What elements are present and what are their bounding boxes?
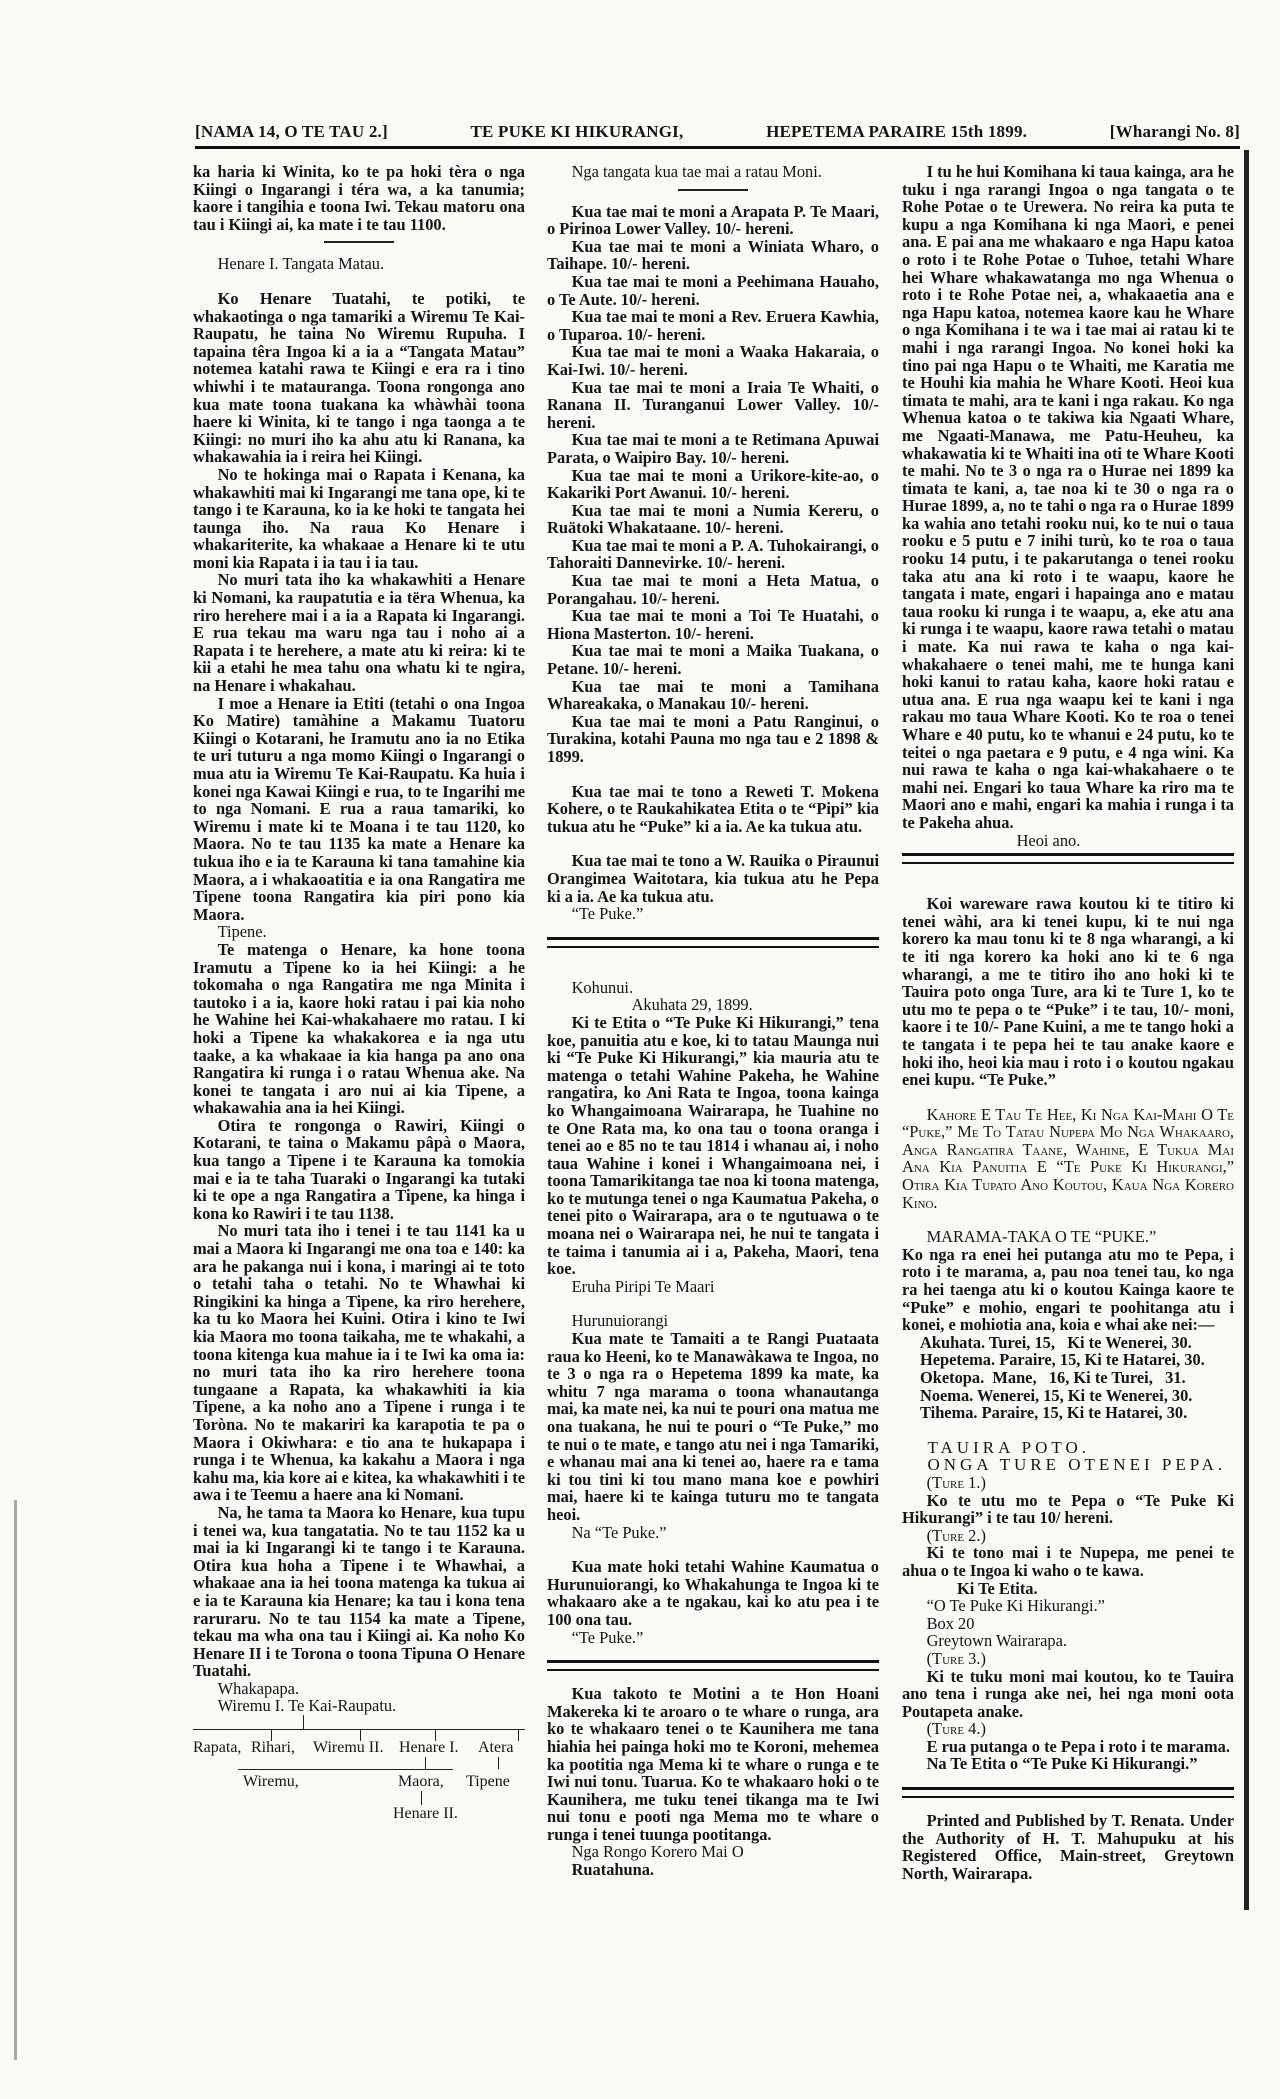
genealogy-root: Wiremu I. Te Kai-Raupatu. [217, 1696, 397, 1716]
letter-place: Kohunui. [571, 977, 634, 997]
paragraph: Ki te Etita o “Te Puke Ki Hikurangi,” tena koe, panuitia atu e koe, ki to tatau Maunga nui ki “Te Puke Ki Hikurangi,” kia mauria atu te matenga o tetahi Wahine Pakeha, he Wahine rangatira, ko Ani Rata te Ingoa, toona kainga ko Whangaimoana Wairarapa, he Tuahine no te One Rata ma, ko ona tau o toona oranga i tenei ao e 85 no te tau 1814 i whanau ai, i noho taua Wahine i konei i Whangaimoana nei, i toona Tamarikitanga tae noa ki toona matenga, ko te mutunga tenei o nga Kaumatua Pakeha, o tenei pito o Wairarapa, ara o te ngutuawa o te moana nei o Wairarapa nei, he nui te tangata i te taima i tanumia ai i a, Pakeha, Maori, tena koe. [547, 1012, 879, 1279]
calendar-row: Akuhata. Turei, 15, Ki te Wenerei, 30. [920, 1332, 1192, 1352]
genealogy-title: Whakapapa. [217, 1678, 300, 1698]
payment-entry: Kua tae mai te moni a te Retimana Apuwai Parata, o Waipiro Bay. 10/- hereni. [547, 430, 879, 467]
signature: Heoi ano. [1016, 830, 1081, 850]
payment-entry: Kua tae mai te moni a Tamihana Whareakaka, o Manakau 10/- hereni. [547, 676, 879, 714]
paragraph: Koi wareware rawa koutou ki te titiro ki tenei wàhi, ara ki tenei kupu, ki te nui nga korero ka mau tonu ki te 8 nga wharangi, a ki te iti nga korero ka hoki ano ki te 6 nga wharangi, a me te titiro iho ano hoki ki te Tauira poto onga Ture, ara ki te Ture 1, ko te utu mo te pepa o te “Puke” i te tau, 10/- moni, kaore i te 10/- Pane Kuini, a me te tango hoki a te tangata i te pepa hei te tau anake kaore e hoki iho, heoi kia mau i roto i o koutou ngakau enei kupu. “Te Puke.” [902, 894, 1234, 1090]
page-number: [Wharangi No. 8] [1109, 122, 1240, 141]
signature: Eruha Piripi Te Maari [571, 1276, 715, 1296]
paragraph: Te matenga o Henare, ka hone toona Iramutu a Tipene ko ia hei Kiingi: a he tokomaha o nga Rangatira me nga Minita i tautoko i a ia, kaore hoki ratau i pai kia noho he Wahine hei Kai-whakahaere mo ratau. I ki hoki a Tipene ka whakakorea e ia nga utu taake, a ka whakaae ia kia hanga pa ano ona Rangatira ki runga i o ratau Whenua ake. Na konei te tangata i aro nui ai kia Tipene, a whakawahia ana ia hei Kiingi. [193, 939, 525, 1118]
section-heading: Hurunuiorangi [571, 1311, 669, 1331]
signature: Nga Rongo Korero Mai O [571, 1842, 744, 1862]
imprint: Printed and Published by T. Renata. Under the Authority of H. T. Mahupuku at his Registered Office, Main-street, Greytown North, Wairarapa. [902, 1811, 1234, 1883]
payment-entry: Kua tae mai te moni a Arapata P. Te Maari, o Pirinoa Lower Valley. 10/- hereni. [547, 201, 879, 239]
calendar-list [902, 1334, 1234, 1422]
address-line: “O Te Puke Ki Hikurangi.” [926, 1596, 1105, 1616]
genealogy-child: Rihari, [251, 1739, 295, 1757]
payment-entry: Kua tae mai te moni a Heta Matua, o Porangahau. 10/- hereni. [547, 571, 879, 608]
paragraph: Kua takoto te Motini a te Hon Hoani Makereka ki te aroaro o te whare o runga, ara ko te whakaaro tenei o te Kaunihera me tana hiahia hei painga hoki mo te Koroni, mehemea ka pootitia nga Mema ki te whare o runga e te Iwi nui tonu. Tuarua. Ko te whakaaro hoki o te Kaunihera, me tuku tenei tikanga ma te Iwi nui tonu e pooti nga Mema mo te whare o runga i tenei tuunga pootitanga. [547, 1684, 879, 1844]
paragraph: No muri tata iho i tenei i te tau 1141 ka u mai a Maora ki Ingarangi me ona toa e 140: ka ara he pakanga nui i kona, i maringi ai te toto o tetahi taha o tetahi. No te Whawhai ki Ringikini ka hinga a Tipene, ka riro herehere, ka tu ko Maora hei Kuini. Otira i kino te Iwi kia Maora mo toona taikaha, me te whakahi, a toona kitenga kua mahue ia i te Iwi ka oma ia: no muri tata iho ka riro herehere toona tungaane a Rapata, ka whakawhiti ia kia Tipene, a ka noho ano a Tipene i runga i te Toròna. No te makariri ka karapotia te pa o Maora i Okiwhara: e tio ana te hukapapa i runga i te Whenua, ka kakahu a Maora i nga kahu ma, kia kore ai e kitea, ka whakawhiti i te awa i te Teemu a haere ana ki Nomani. [193, 1221, 525, 1505]
genealogy-grandchild: Wiremu, [243, 1773, 299, 1791]
address-line: Greytown Wairarapa. [926, 1631, 1067, 1651]
paragraph: I tu he hui Komihana ki taua kainga, ara he tuku i nga rarangi Ingoa o nga tangata o te Rohe Potae o te Urewera. No reira ka puta te kupu a nga Komihana ki nga Maori, e penei ana. E pai ana me whakaaro e nga Hapu katoa o roto i te Rohe Potae o Tuhoe, tetahi Whare hei Whare whakawatanga mo nga Whenua o roto i te Rohe Potae nei, a, whakaaetia ana e nga Hapu katoa, notemea kaore kau he Whare o nga Komihana i te wa i tae mai ai ratau ki te mahi i nga rarangi Ingoa. No konei hoki ka tino pai nga Hapu o te Whaiti, me Karatia me te Houhi kia mahia he Whare Kooti. Heoi kua timata te mahi, ara te kani i nga rakau. Ko nga Whenua katoa o te takiwa kia Ngaati Whare, me Ngaati-Manawa, me Patu-Heuheu, ka whakawatia ki te Whaiti ina oti te Whare Kooti te mahi. No te 3 o nga ra o Hurae nei 1899 ka timata te kani, a, tae noa ki te 30 o nga ra o Hurae 1899, a, no te tahi o nga ra o Hurae 1899 ka wahia ano tetahi rooku nui, ko te nui o taua rooku e 5 putu e 7 inihi turù, ko te roa o taua rooku 14 putu, i te pakarutanga o tenei rooku taka atu ana ki roto i te waapu, kaore he tangata i mate, engari i hapainga ano e matau taua rooku ki runga i te waapu, a, eke atu ana ki runga i te waapu, kaore rawa tetahi o matau i mate. Ka nui rawa te kaha o nga kai-whakahaere o tenei mahi, me te hunga kani hoki kanui to ratau kaha, kaore hoki ratau e utua ana. E rua nga waapu kei te kani i nga rakau mo taua Whare Kooti. Ko te roa o tenei Whare e 40 putu, ko te whanui e 24 putu, ko te teitei o nga paetara e 9 putu, e 4 nga wini. Ka nui rawa te kaha o nga kai-whakahaere o te mahi nei. Engari ko taua Whare ka riro ma te Maori ano e mahi, engari ka mahia i runga i ta te Pakeha ahua. [902, 162, 1234, 832]
calendar-row: Noema. Wenerei, 15, Ki te Wenerei, 30. [920, 1385, 1193, 1405]
paragraph: ka haria ki Winita, ko te pa hoki tèra o nga Kiingi o Ingarangi i téra wa, a ka tanumia; kaore i tangihia e toona Iwi. Tekau matoru ona tau i Kiingi ai, ka mate i te tau 1100. [193, 162, 525, 234]
scan-edge-left [14, 1500, 17, 2060]
divider [547, 937, 879, 948]
column-2 [547, 163, 879, 1879]
paragraph: Na, he tama ta Maora ko Henare, kua tupu i tenei wa, kua tangatatia. No te tau 1152 ka u mai ia ki Ingarangi ki te tango i te Karauna. Otira kua hoha a Tipene i te Whawhai, a whakaae ana ia hei toona matenga ka tukua ai e ia te Karauna kia Henare; ka tau i kona tena raruraru. No te tau 1154 ka mate a Tipene, tekau ma wha ona tau i Kiingi ai. Ka noho Ko Henare II i te Torona o toona Tipuna O Henare Tuatahi. [193, 1502, 525, 1681]
genealogy-tree [193, 1715, 525, 1825]
rule-label: (Ture 2.) [926, 1525, 986, 1545]
payment-entry: Kua tae mai te moni a Maika Tuakana, o Petane. 10/- hereni. [547, 641, 879, 679]
rule-label: (Ture 1.) [926, 1472, 986, 1492]
issue-date: HEPETEMA PARAIRE 15th 1899. [766, 122, 1028, 141]
signature: Na Te Etita o “Te Puke Ki Hikurangi.” [926, 1754, 1198, 1774]
payment-entry: Kua tae mai te moni a Numia Kereru, o Ruätoki Whakataane. 10/- hereni. [547, 500, 879, 538]
rule-text: Ki te tuku moni mai koutou, ko te Tauira ano tena i runga ake nei, hei nga moni oota Poutapeta anake. [902, 1666, 1234, 1721]
payment-entry: Kua tae mai te moni a Urikore-kite-ao, o Kakariki Port Awanui. 10/- hereni. [547, 465, 879, 503]
paragraph: Kua mate te Tamaiti a te Rangi Puataata raua ko Heeni, ko te Manawàkawa te Ingoa, no te 3 o nga ra o Hepetema 1899 ka mate, ka whitu 7 nga marama o toona whanautanga mai, ka mate nei, ka nui te pouri ona matua me ona tuakana, he nui te pouri o “Te Puke,” mo te nui o te mate, e tango atu nei i nga Tamariki, e whanau mai ana ki tenei ao, haere ra e tama ki tou tini ki tou mano mana koe e powhiri mai, haere ki te kainga tuturu mo te tangata heoi. [547, 1329, 879, 1524]
paragraph: Ko nga ra enei hei putanga atu mo te Pepa, i roto i te marama, a, pau noa tenei tau, ko nga ra hei taenga atu ki o koutou Kainga kaore te “Puke” e mohio, engari te poohitanga atu i konei, e mohiotia ana, koia e whai ake nei:— [902, 1244, 1234, 1335]
rule-label: (Ture 3.) [926, 1648, 986, 1668]
rule-text: Ko te utu mo te Pepa o “Te Puke Ki Hikurangi” i te tau 10/ hereni. [902, 1490, 1234, 1528]
genealogy-child: Rapata, [193, 1739, 242, 1757]
signature: “Te Puke.” [571, 904, 644, 924]
signature: “Te Puke.” [571, 1627, 644, 1647]
rule-text: Ki te tono mai i te Nupepa, me penei te ahua o te Ingoa ki waho o te kawa. [902, 1543, 1234, 1580]
divider [902, 853, 1234, 864]
calendar-row: Oketopa. Mane, 16, Ki te Turei, 31. [920, 1368, 1186, 1387]
section-heading: Henare I. Tangata Matau. [217, 254, 385, 274]
payment-entry: Kua tae mai te moni a Rev. Eruera Kawhia, o Tuparoa. 10/- hereni. [547, 307, 879, 344]
section-heading: Nga tangata kua tae mai a ratau Moni. [571, 162, 822, 181]
genealogy-child: Wiremu II. [313, 1739, 384, 1757]
paragraph: Otira te rongonga o Rawiri, Kiingi o Kotarani, te taina o Makamu pâpà o Maora, kua tango a Tipene i te Karauna ka tomokia mai e ia te taha Tuaraki o Ingarangi ka tutaki ki te ope a nga Rangatira a Tipene, ka hinga i kona ko Rawiri i te tau 1138. [193, 1115, 525, 1223]
calendar-row: Hepetema. Paraire, 15, Ki te Hatarei, 30. [920, 1350, 1205, 1370]
paragraph: Kahore E Tau Te Hee, Ki Nga Kai-Mahi O Te “Puke,” Me To Tatau Nupepa Mo Nga Whakaaro, Anga Rangatira Taane, Wahine, E Tukua Mai Ana Kia Panuitia E “Te Puke Ki Hikurangi,” Otira Kia Tupato Ano Koutou, Kaua Nga Korero Kino. [902, 1104, 1234, 1212]
letter-date: Akuhata 29, 1899. [631, 995, 753, 1015]
genealogy-child: Henare I. [399, 1739, 459, 1757]
paragraph: Ko Henare Tuatahi, te potiki, te whakaotinga o nga tamariki a Wiremu Te Kai-Raupatu, he taina No Wiremu Rupuha. I tapaina têra Ingoa ki a ia a “Tangata Matau” notemea katahi rawa te Kiingi e era ra i tino whiwhi i te matauranga. Toona rongonga ano kua mate toona tuakana ka whàwhài toona haere ki Winita, ki te tango i nga taonga a te Kiingi: no muri iho ka ahu atu ki Ranana, ka whakawahia ia i reira hei Kiingi. [193, 288, 525, 467]
signature: Ruatahuna. [571, 1860, 655, 1880]
divider [547, 1660, 879, 1671]
payment-entry: Kua tae mai te moni a Waaka Hakaraia, o Kai-Iwi. 10/- hereni. [547, 342, 879, 379]
address-line: Ki Te Etita. [957, 1578, 1038, 1598]
section-heading: MARAMA-TAKA O TE “PUKE.” [926, 1227, 1157, 1247]
paragraph: No te hokinga mai o Rapata i Kenana, ka whakawhiti mai ki Ingarangi me tana ope, ki te tango i te Karauna, ko ia ke hoki te tangata hei taunga iho. Na raua Ko Henare i whakariterite, ka whakaae a Henare ki te utu moni kia Rapata i ia tau i ia tau. [193, 464, 525, 572]
genealogy-grandchild: Maora, [398, 1773, 444, 1791]
rule-label: (Ture 4.) [926, 1719, 986, 1739]
paragraph: Kua tae mai te tono a Reweti T. Mokena Kohere, o te Raukahikatea Etita o te “Pipi” kia tukua atu he “Puke” ki a ia. Ae ka tukua atu. [547, 781, 879, 836]
issue-number: [NAMA 14, O TE TAU 2.] [195, 122, 388, 141]
divider [678, 189, 748, 191]
signature: Na “Te Puke.” [571, 1522, 667, 1542]
payment-entry: Kua tae mai te moni a P. A. Tuhokairangi, o Tahoraiti Dannevirke. 10/- hereni. [547, 535, 879, 573]
column-1 [193, 163, 525, 1825]
newspaper-title: TE PUKE KI HIKURANGI, [470, 122, 684, 141]
payment-entry: Kua tae mai te moni a Iraia Te Whaiti, o Ranana II. Turanganui Lower Valley. 10/- hereni. [547, 377, 879, 432]
payment-entry: Kua tae mai te moni a Patu Ranginui, o Turakina, kotahi Pauna mo nga tau e 2 1898 & 1899. [547, 711, 879, 766]
paragraph: Kua tae mai te tono a W. Rauika o Piraunui Orangimea Waitotara, kia tukua atu he Pepa ki a ia. Ae ka tukua atu. [547, 851, 879, 906]
genealogy-grandchild: Tipene [466, 1773, 510, 1791]
payment-entry: Kua tae mai te moni a Winiata Wharo, o Taihape. 10/- hereni. [547, 236, 879, 274]
paragraph: Kua mate hoki tetahi Wahine Kaumatua o Hurunuiorangi, ko Whakahunga te Ingoa ki te whakaaro ake a te ngakau, kai ko atu pea i te 100 ona tau. [547, 1557, 879, 1629]
address-line: Box 20 [926, 1613, 975, 1633]
calendar-row: Tihema. Paraire, 15, Ki te Hatarei, 30. [920, 1403, 1188, 1423]
masthead [195, 122, 1240, 144]
genealogy-child: Atera [478, 1739, 514, 1757]
payment-entry: Kua tae mai te moni a Peehimana Hauaho, o Te Aute. 10/- hereni. [547, 271, 879, 309]
genealogy-great-grandchild: Henare II. [393, 1805, 458, 1823]
paragraph: No muri tata iho ka whakawhiti a Henare ki Nomani, ka raupatutia e ia tëra Whenua, ka riro herehere mai i a ia a Rapata ki Ingarangi. E rua tekau ma waru nga tau i noho ai a Rapata i te herehere, a mate atu ki reira: ki te kii a etahi he mea tahu ona whatu ki te ngira, na Henare i whakahau. [193, 570, 525, 696]
divider [324, 241, 394, 243]
rule-text: E rua putanga o te Pepa i roto i te marama. [926, 1736, 1230, 1756]
divider [902, 1787, 1234, 1798]
masthead-rule [195, 146, 1240, 149]
scan-edge-right [1244, 150, 1249, 1910]
payment-entry: Kua tae mai te moni a Toi Te Huatahi, o Hiona Masterton. 10/- hereni. [547, 606, 879, 643]
paragraph: I moe a Henare ia Etiti (tetahi o ona Ingoa Ko Matire) tamàhine a Makamu Tuatoru Kiingi o Kotarani, he Iramutu ano ia no Etika te uri tuturu a nga momo Kiingi o Ingarangi o mua atu ia Wiremu Te Kai-Raupatu. Ka huia i konei nga Kawai Kiingi e rua, to te Ingarihi me to nga Nomani. E rua a raua tamariki, ko Wiremu i mate ki te Moana i te tau 1120, ko Maora. No te tau 1135 ka mate a Henare ka tukua iho e ia te Karauna ki tana tamahine kia Maora, a i whakaoatitia e ia ona Rangatira me Tipene toona Rangatira kia piri pono kia Maora. [193, 693, 525, 924]
section-heading: Tipene. [217, 922, 267, 942]
section-heading: TAUIRA POTO. [927, 1437, 1091, 1457]
column-3 [902, 163, 1234, 1882]
section-heading: ONGA TURE OTENEI PEPA. [927, 1455, 1227, 1475]
